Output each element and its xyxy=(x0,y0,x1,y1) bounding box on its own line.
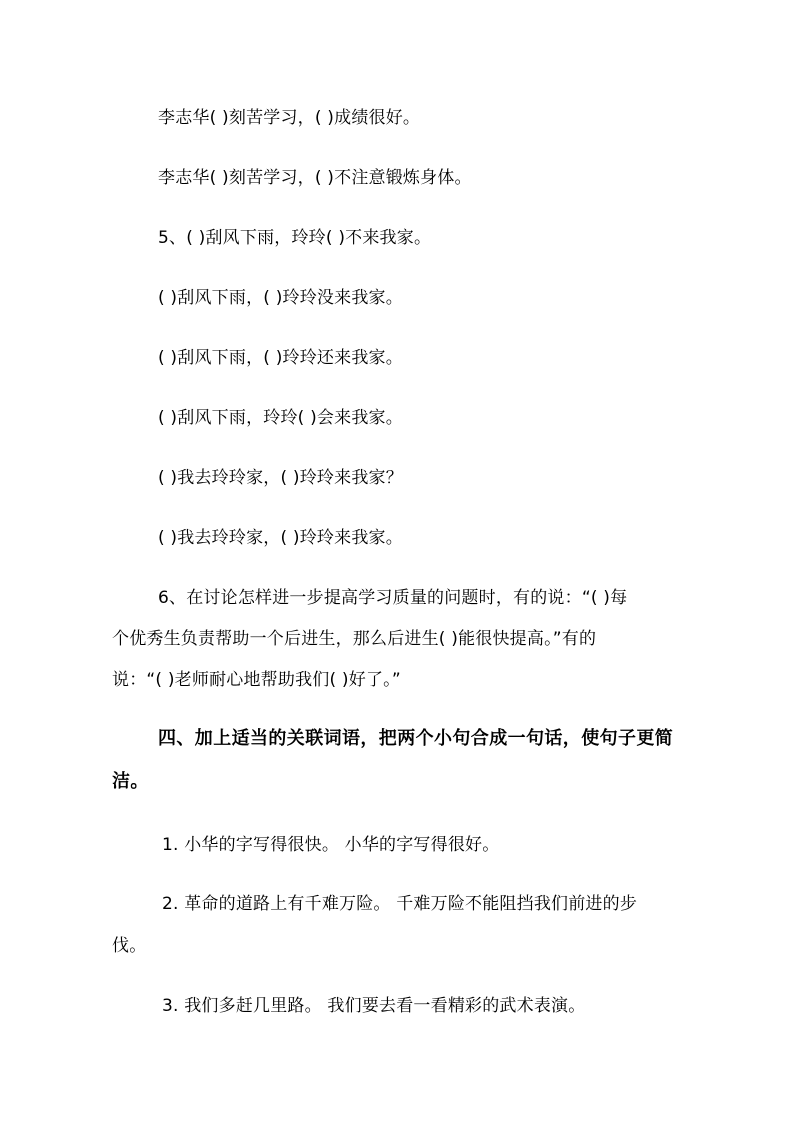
section-heading: 洁。 xyxy=(112,771,149,792)
question-6-line: 说：“( )老师耐心地帮助我们( )好了。” xyxy=(112,670,401,690)
sentence-line: 李志华( )刻苦学习，( )不注意锻炼身体。 xyxy=(158,168,472,188)
question-6-line: 6、在讨论怎样进一步提高学习质量的问题时，有的说：“( )每 xyxy=(158,588,628,608)
section-heading: 四、加上适当的关联词语，把两个小句合成一句话，使句子更简 xyxy=(158,728,674,749)
exercise-item: 3. 我们多赶几里路。 我们要去看一看精彩的武术表演。 xyxy=(162,996,586,1016)
sentence-line: ( )我去玲玲家，( )玲玲来我家？ xyxy=(158,468,403,488)
exercise-item: 2. 革命的道路上有千难万险。 千难万险不能阻挡我们前进的步 xyxy=(162,894,638,914)
sentence-line: ( )刮风下雨，( )玲玲还来我家。 xyxy=(158,348,403,368)
sentence-line: ( )我去玲玲家，( )玲玲来我家。 xyxy=(158,528,403,548)
sentence-line: ( )刮风下雨，( )玲玲没来我家。 xyxy=(158,288,403,308)
question-6-line: 个优秀生负责帮助一个后进生，那么后进生( )能很快提高。”有的 xyxy=(112,629,597,649)
sentence-line: ( )刮风下雨，玲玲( )会来我家。 xyxy=(158,408,403,428)
exercise-item: 1. 小华的字写得很快。 小华的字写得很好。 xyxy=(162,835,500,855)
sentence-line: 李志华( )刻苦学习，( )成绩很好。 xyxy=(158,108,421,128)
question-5-line: 5、( )刮风下雨，玲玲( )不来我家。 xyxy=(158,228,432,248)
exercise-item: 伐。 xyxy=(112,936,147,956)
